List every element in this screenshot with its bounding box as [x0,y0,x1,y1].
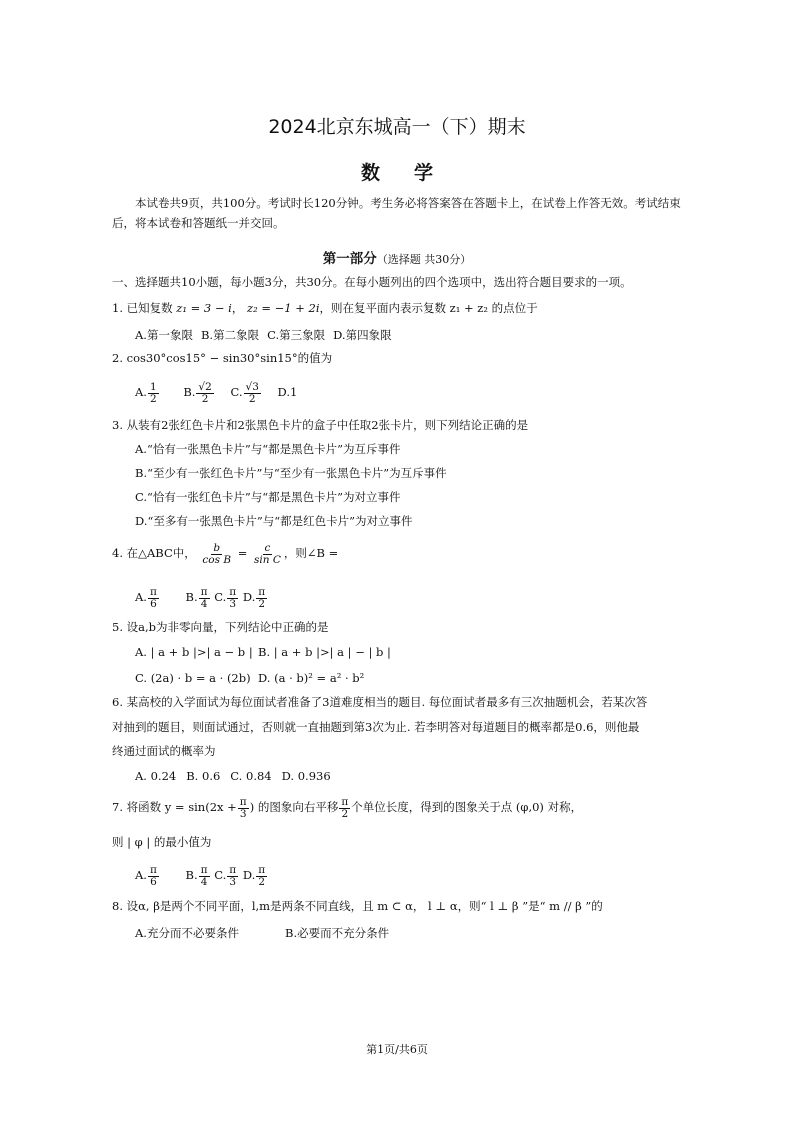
q1-option-a: A.第一象限 [135,328,193,342]
question-6-line-3: 终通过面试的概率为 [112,744,216,758]
q2-option-b-label: B. [183,385,196,399]
section-heading [0,247,794,267]
q7-mid: ) 的图象向右平移 [249,800,339,814]
question-4-options [135,582,268,612]
q7-option-d-label: D. [242,868,256,882]
question-4-stem [112,538,338,568]
q7-option-d-fraction: $\frac{\pi}{2}$ [258,863,266,888]
q2-option-a-fraction: $\frac{1}{2}$ [149,380,157,405]
q1-option-b: B.第二象限 [200,328,260,342]
q2-option-b-fraction: $\frac{√2}{2}$ [198,380,212,405]
q7-option-c-label: C. [214,868,227,882]
q1-prefix: 1. 已知复数 [112,301,173,315]
question-7-stem [112,792,582,822]
q6-option-a: A. 0.24 [135,769,177,783]
question-6-line-1: 6. 某高校的入学面试为每位面试者准备了3道难度相当的题目. 每位面试者最多有三次抽题机会，若某次答 [112,695,648,709]
q4-left-fraction: $\frac{b}{\text{cos B}}$ [202,541,232,566]
intro-paragraph: 本试卷共9页，共100分。考试时长120分钟。考生务必将答案答在答题卡上，在试卷上作答无效。考试结束后，将本试卷和答题纸一并交回。 [112,196,681,230]
page-footer: 第1页/共6页 [366,1043,428,1056]
q4-option-d-label: D. [242,590,256,604]
q7-fraction-2: $\frac{\pi}{2}$ [341,795,349,820]
q4-option-a-label: A. [135,590,147,604]
question-3-stem: 3. 从装有2张红色卡片和2张黑色卡片的盒子中任取2张卡片，则下列结论正确的是 [112,418,529,432]
question-6-options [135,768,349,784]
q1-option-c: C.第三象限 [267,328,326,342]
question-6-line-2: 对抽到的题目，则面试通过，否则就一直抽题到第3次为止. 若李明答对每道题目的概率都是0.6，则他最 [112,720,640,734]
q7-fraction-1: $\frac{\pi}{3}$ [239,795,247,820]
question-1-options [135,327,410,343]
q4-option-c-label: C. [214,590,227,604]
exam-title: 2024北京东城高一（下）期末 [268,116,526,138]
q1-z2: z₂ = −1 + 2i [247,301,320,315]
question-5-stem: 5. 设a,b为非零向量，下列结论中正确的是 [112,620,329,634]
q1-suffix: ，则在复平面内表示复数 z₁ + z₂ 的点位于 [319,301,538,315]
q7-prefix: 7. 将函数 y = sin(2x + [112,800,237,814]
q6-option-b: B. 0.6 [186,769,221,783]
q2-option-d: D.1 [277,385,298,399]
q3-option-c: C.“恰有一张红色卡片”与“都是黑色卡片”为对立事件 [135,490,401,504]
q5-option-b: B. | a + b |>| a | − | b | [258,645,391,659]
q2-option-c-fraction: $\frac{√3}{2}$ [245,380,259,405]
q4-option-c-fraction: $\frac{\pi}{3}$ [229,585,237,610]
q3-option-b: B.“至少有一张红色卡片”与“至少有一张黑色卡片”为互斥事件 [135,466,447,480]
q5-option-a: A. | a + b |>| a − b | [135,645,253,659]
q8-option-a: A.充分而不必要条件 [135,926,239,940]
q7-suffix: 个单位长度，得到的图象关于点 (φ,0) 对称， [351,800,583,814]
q8-option-b: B.必要而不充分条件 [285,926,390,940]
q3-option-a: A.“恰有一张黑色卡片”与“都是黑色卡片”为互斥事件 [135,442,401,456]
q4-right-fraction: $\frac{c}{\text{sin C}}$ [254,541,281,566]
section-note: （选择题 共30分） [376,253,472,266]
question-8-stem: 8. 设α, β是两个不同平面，l,m是两条不同直线，且 m ⊂ α， l ⊥ α，则“ l ⊥ β ”是“ m // β ”的 [112,899,603,913]
question-2-options [135,377,297,407]
question-7-line-2: 则 | φ | 的最小值为 [112,835,212,849]
q7-option-c-fraction: $\frac{\pi}{3}$ [229,863,237,888]
q5-option-c: C. (2a) · b = a · (2b) [135,671,251,685]
q4-option-a-fraction: $\frac{\pi}{6}$ [149,585,157,610]
q4-suffix: ，则∠B = [283,546,339,560]
q4-prefix: 4. 在△ABC中， [112,546,196,560]
q1-z1: z₁ = 3 − i [176,301,232,315]
subject-heading: 数学 [360,162,467,184]
question-1-stem: 1. 已知复数 z₁ = 3 − i， z₂ = −1 + 2i，则在复平面内表示复数 z₁ + z₂ 的点位于 [112,301,538,315]
q4-equals: = [237,546,248,560]
q5-option-d: D. (a · b)² = a² · b² [258,671,365,685]
q7-option-a-label: A. [135,868,147,882]
question-2-stem: 2. cos30°cos15° − sin30°sin15°的值为 [112,351,333,365]
q1-option-d: D.第四象限 [333,328,392,342]
q6-option-c: C. 0.84 [230,769,272,783]
q3-option-d: D.“至多有一张黑色卡片”与“都是红色卡片”为对立事件 [135,514,413,528]
q4-option-d-fraction: $\frac{\pi}{2}$ [258,585,266,610]
q7-option-b-label: B. [185,868,198,882]
q7-option-a-fraction: $\frac{\pi}{6}$ [149,863,157,888]
question-7-options [135,860,268,890]
q7-option-b-fraction: $\frac{\pi}{4}$ [200,863,208,888]
instruction: 一、选择题共10小题，每小题3分，共30分。在每小题列出的四个选项中，选出符合题目要求的一项。 [112,275,632,289]
section-title: 第一部分 [322,251,377,267]
q2-option-a-label: A. [135,385,147,399]
q4-option-b-label: B. [185,590,198,604]
q4-option-b-fraction: $\frac{\pi}{4}$ [200,585,208,610]
q2-option-c-label: C. [230,385,243,399]
q6-option-d: D. 0.936 [281,769,331,783]
